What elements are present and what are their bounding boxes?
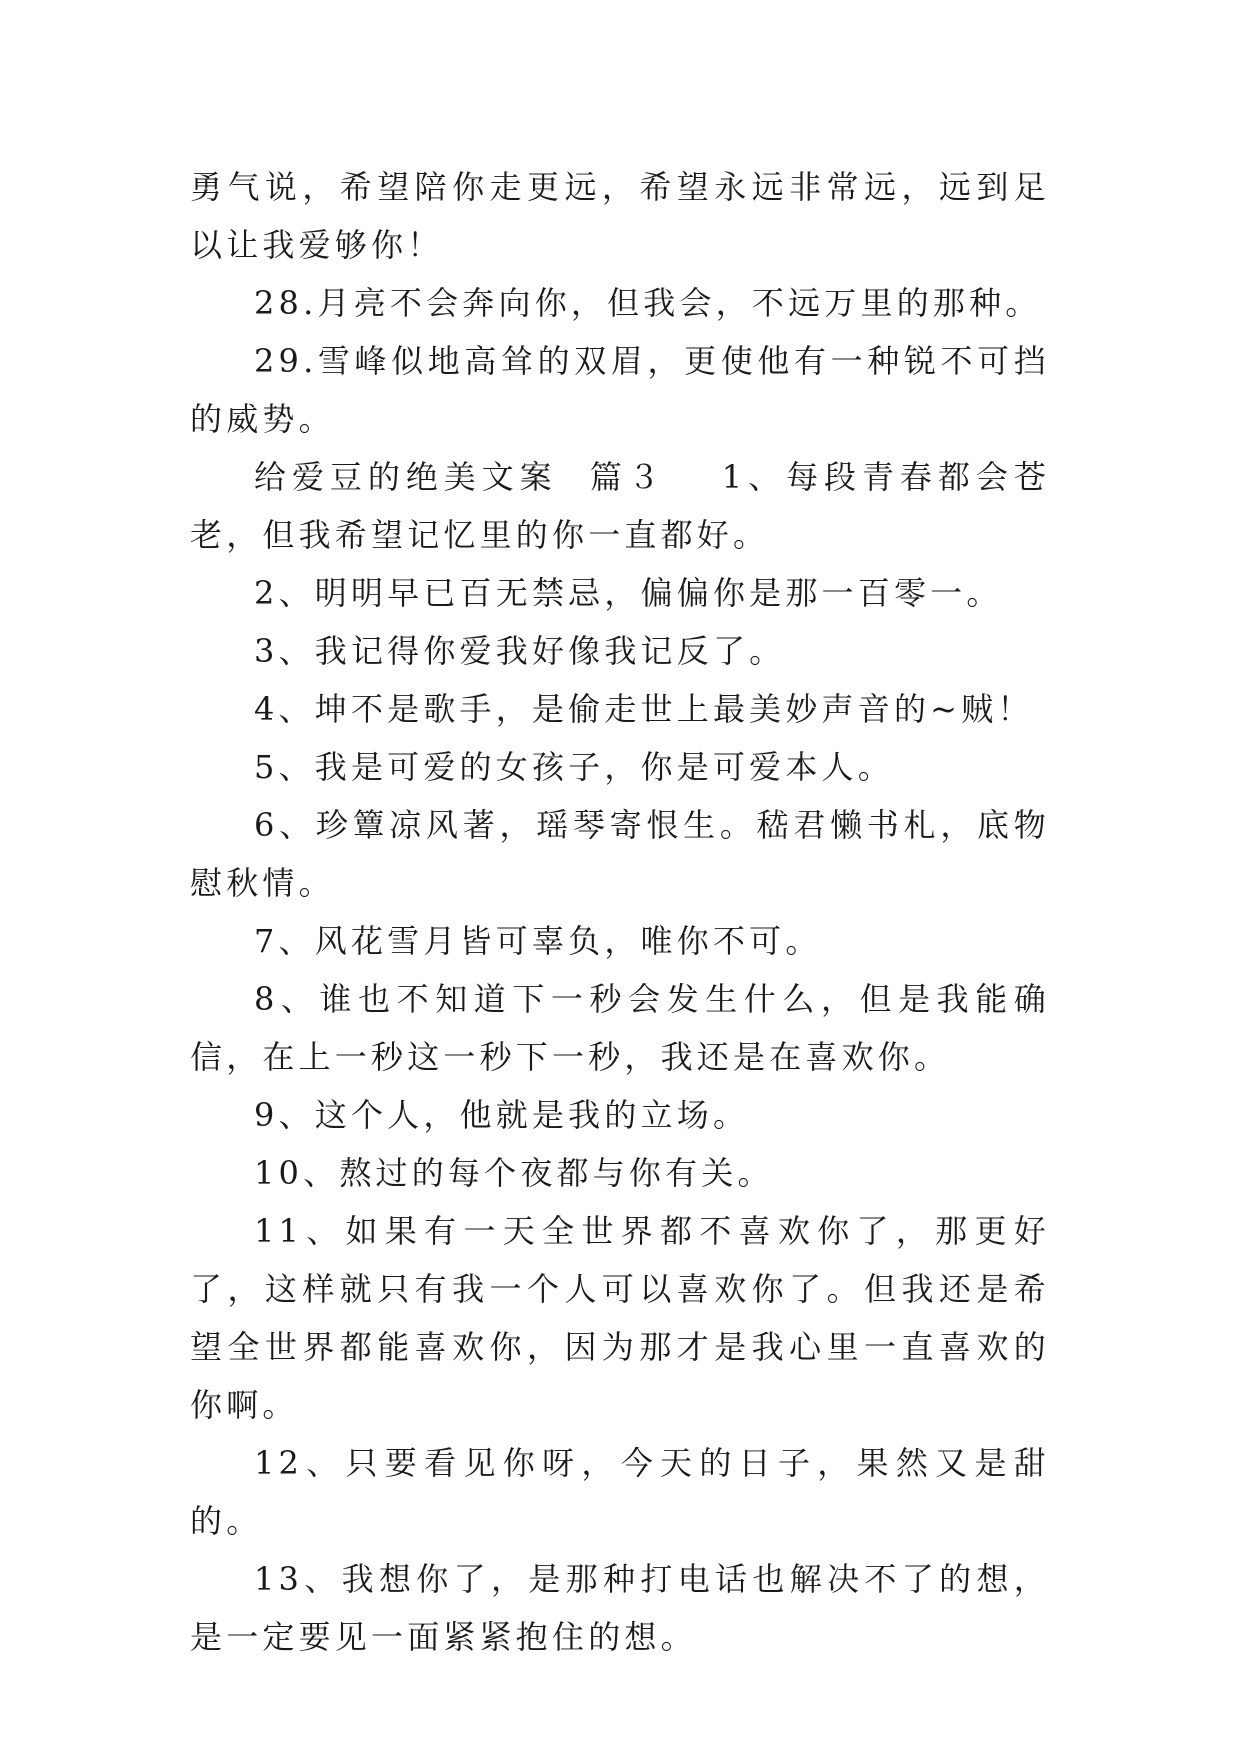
list-item: 12、只要看见你呀，今天的日子，果然又是甜的。 [190, 1444, 1050, 1540]
list-item: 6、珍簟凉风著，瑶琴寄恨生。嵇君懒书札，底物慰秋情。 [190, 806, 1050, 902]
list-item: 5、我是可爱的女孩子，你是可爱本人。 [254, 748, 894, 786]
list-item: 8、谁也不知道下一秒会发生什么，但是我能确信，在上一秒这一秒下一秒，我还是在喜欢你。 [190, 980, 1050, 1076]
list-item: 3、我记得你爱我好像我记反了。 [254, 632, 786, 670]
paragraph-item-29: 29.雪峰似地高耸的双眉，更使他有一种锐不可挡的威势。 [190, 342, 1050, 438]
list-item: 11、如果有一天全世界都不喜欢你了，那更好了，这样就只有我一个人可以喜欢你了。但我还是希望全世界都能喜欢你，因为那才是我心里一直喜欢的你啊。 [190, 1212, 1050, 1424]
list-item: 9、这个人，他就是我的立场。 [254, 1096, 750, 1134]
list-item: 7、风花雪月皆可辜负，唯你不可。 [254, 922, 822, 960]
section-title: 给爱豆的绝美文案 篇３ [254, 458, 666, 496]
document-body [190, 158, 1050, 1666]
paragraph-item-28: 28.月亮不会奔向你，但我会，不远万里的那种。 [254, 284, 1042, 322]
list-item: 4、坤不是歌手，是偷走世上最美妙声音的~贼！ [254, 690, 1034, 728]
paragraph-continuation: 勇气说，希望陪你走更远，希望永远非常远，远到足以让我爱够你！ [190, 168, 1050, 264]
list-item: 10、熬过的每个夜都与你有关。 [254, 1154, 774, 1192]
list-item: 2、明明早已百无禁忌，偏偏你是那一百零一。 [254, 574, 1003, 612]
section-heading-paragraph [190, 448, 1050, 564]
list-item: 13、我想你了，是那种打电话也解决不了的想，是一定要见一面紧紧抱住的想。 [190, 1560, 1050, 1656]
section-first-item: 1、每段青春都会苍老，但我希望记忆里的你一直都好。 [190, 458, 1050, 554]
